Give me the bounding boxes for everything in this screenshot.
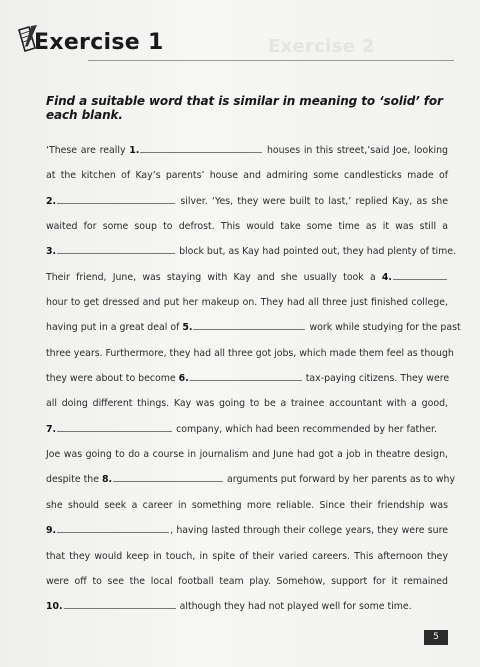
passage-line: having put in a great deal of 5. work while studying for the past (46, 322, 461, 334)
passage-line: three years. Furthermore, they had all three got jobs, which made them feel as though (46, 347, 454, 359)
answer-blank-5[interactable] (193, 321, 305, 330)
passage-line: waited for some soup to defrost. This would take some time as it was still a (46, 221, 448, 233)
answer-blank-1[interactable] (140, 144, 262, 153)
answer-blank-9[interactable] (57, 524, 169, 533)
blank-number: 9. (46, 525, 57, 537)
instruction-text: Find a suitable word that is similar in meaning to ‘solid’ for each blank. (46, 94, 443, 122)
passage-line: Their friend, June, was staying with Kay and she usually took a 4. (46, 265, 448, 290)
blank-number: 8. (101, 474, 113, 486)
passage (46, 138, 461, 620)
answer-blank-7[interactable] (57, 423, 172, 432)
blank-number: 2. (46, 195, 57, 207)
passage-line: they were about to become 6. tax-paying citizens. They were (46, 373, 450, 385)
passage-line: at the kitchen of Kay’s parents’ house and admiring some candlesticks made of (46, 170, 448, 182)
answer-blank-8[interactable] (113, 473, 223, 482)
header-rule (88, 60, 454, 61)
passage-line: were off to see the local football team play. Somehow, support for it remained (46, 575, 448, 587)
passage-line: hour to get dressed and put her makeup on. They had all three just finished college, (46, 297, 448, 309)
passage-line: all doing different things. Kay was going to be a trainee accountant with a good, (46, 398, 448, 410)
answer-blank-3[interactable] (57, 245, 175, 254)
answer-blank-2[interactable] (57, 195, 175, 204)
page-number: 5 (424, 630, 448, 645)
exercise-title: Exercise 1 (34, 30, 164, 55)
blank-number: 1. (129, 145, 140, 156)
blank-number: 7. (46, 423, 57, 435)
answer-blank-6[interactable] (190, 372, 302, 381)
passage-line: that they would keep in touch, in spite of their varied careers. This afternoon they (46, 550, 448, 562)
passage-line: 2. silver. ‘Yes, they were built to last,’ replied Kay, as she (46, 195, 448, 207)
blank-number: 10. (46, 601, 63, 613)
blank-number: 4. (381, 271, 392, 283)
blank-number: 6. (178, 373, 189, 385)
passage-line: ‘These are really 1. houses in this street,’said Joe, looking (46, 145, 449, 156)
passage-line: she should seek a career in something more reliable. Since their friendship was (46, 499, 448, 511)
blank-number: 5. (182, 322, 193, 334)
blank-number: 3. (46, 246, 57, 258)
passage-line: despite the 8. arguments put forward by her parents as to why (46, 474, 455, 486)
show-through-title: Exercise 2 (268, 36, 375, 57)
answer-blank-10[interactable] (64, 600, 176, 609)
passage-line: Joe was going to do a course in journalism and June had got a job in theatre design, (46, 449, 448, 461)
answer-blank-4[interactable] (393, 271, 447, 280)
passage-line: 3. block but, as Kay had pointed out, they had plenty of time. (46, 246, 457, 258)
passage-line: 9. , having lasted through their college years, they were sure (46, 525, 448, 537)
passage-line: 7. company, which had been recommended by her father. (46, 423, 437, 435)
passage-line: 10. although they had not played well for some time. (46, 601, 412, 613)
